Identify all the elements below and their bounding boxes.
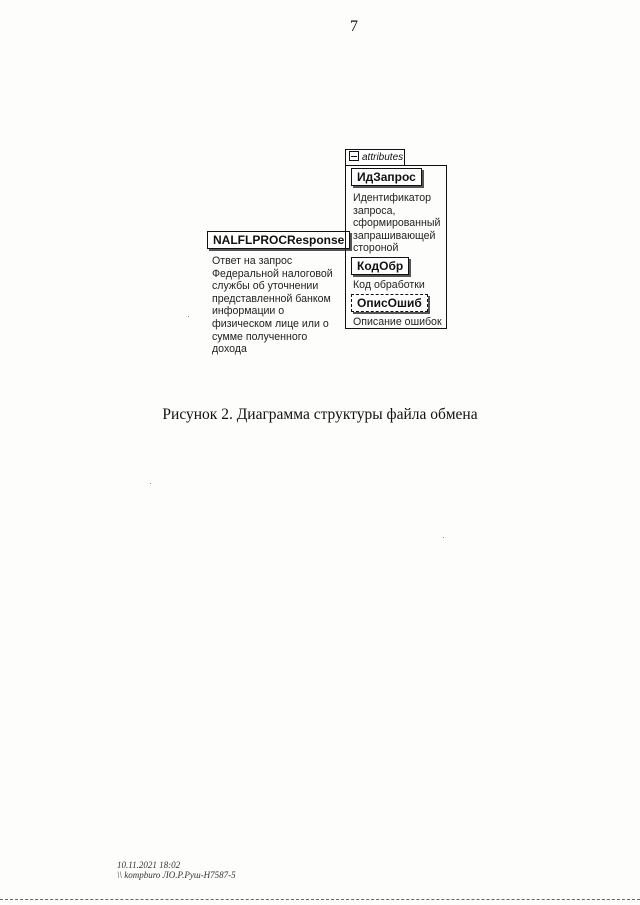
attributes-group-header[interactable]: attributes <box>345 149 405 166</box>
attribute-kodobr-box[interactable]: КодОбр <box>351 257 409 275</box>
attribute-idzapros-description: Идентификатор запроса, сформированный запрашивающей стороной <box>353 192 441 255</box>
attribute-kodobr-description: Код обработки <box>353 279 425 291</box>
collapse-minus-icon <box>349 151 359 161</box>
root-element-box[interactable] <box>207 231 350 249</box>
footer-stamp: 10.11.2021 18:02 \\ kompburo ЛО.Р.Руш-Н7587-5 <box>117 860 236 880</box>
attribute-opisoshib-box[interactable]: ОписОшиб <box>351 294 428 312</box>
root-element-description: Ответ на запрос Федеральной налоговой службы об уточнении представленной банком информации о физическом лице или о сумме полученного дохода <box>212 255 333 356</box>
page-bottom-edge <box>0 899 640 900</box>
attribute-opisoshib-description: Описание ошибок <box>353 316 442 328</box>
scan-speck <box>443 537 444 538</box>
scan-speck <box>188 316 189 317</box>
figure-caption: Рисунок 2. Диаграмма структуры файла обмена <box>162 406 478 423</box>
root-element-name: NALFLPROCResponse <box>213 233 345 247</box>
page-number: 7 <box>350 18 358 35</box>
attribute-idzapros-box[interactable]: ИдЗапрос <box>351 168 422 186</box>
scan-speck <box>150 483 151 484</box>
